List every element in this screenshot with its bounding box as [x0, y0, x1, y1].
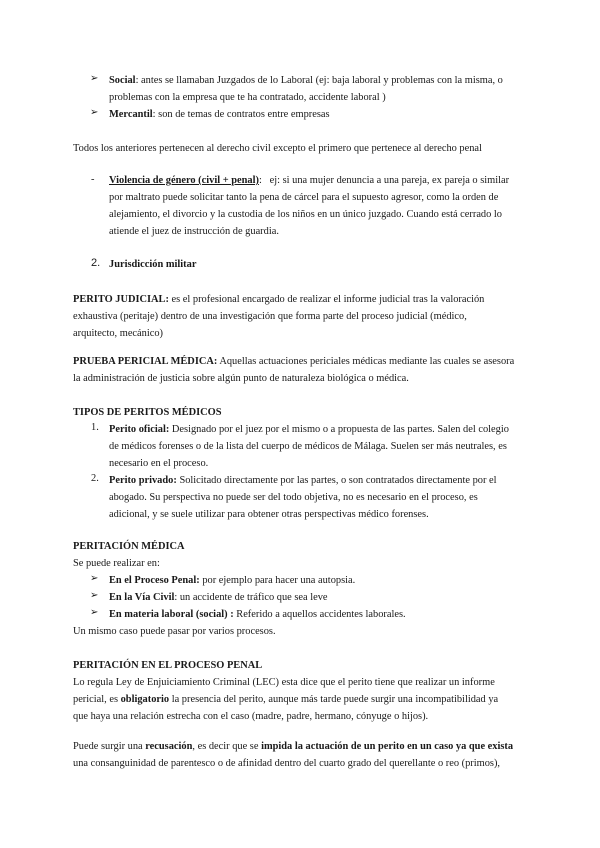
jurisdiccion-militar: Jurisdicción militar — [109, 259, 197, 270]
arrow-bullet-icon: ➢ — [90, 107, 99, 118]
list-number: 2. — [91, 257, 101, 269]
dash-marker: - — [91, 174, 95, 185]
peritacion-item: En la Vía Civil: un accidente de tráfico que sea leve — [109, 592, 328, 603]
civil-note: Todos los anteriores pertenecen al derecho civil excepto el primero que pertenece al derecho penal — [73, 143, 482, 154]
arrow-bullet-icon: ➢ — [90, 590, 99, 601]
arrow-bullet-icon: ➢ — [90, 607, 99, 618]
peritacion-item: En el Proceso Penal: por ejemplo para hacer una autopsia. — [109, 575, 356, 586]
prueba-pericial-paragraph: PRUEBA PERICIAL MÉDICA: Aquellas actuaciones periciales médicas mediante las cuales se asesora la administración de justicia sobre algún punto de naturaleza biológica o médica. — [73, 356, 515, 384]
violencia-term: Violencia de género (civil + penal) — [109, 175, 259, 186]
proceso-penal-heading: PERITACIÓN EN EL PROCESO PENAL — [73, 660, 263, 671]
peritacion-heading: PERITACIÓN MÉDICA — [73, 541, 185, 552]
bullet-social: Social: antes se llamaban Juzgados de lo Laboral (ej: baja laboral y problemas con la misma, o problemas con la empresa que te ha contratado, accidente laboral ) — [109, 75, 503, 103]
perito-oficial-item: Perito oficial: Designado por el juez por el mismo o a propuesta de las partes. Salen del colegio de médicos forenses o de la lista del cuerpo de médicos de Málaga. Suelen ser más neutrales, es necesario en el proceso. — [109, 424, 509, 469]
peritacion-item: En materia laboral (social) : Referido a aquellos accidentes laborales. — [109, 609, 406, 620]
perito-privado-item: Perito privado: Solicitado directamente por las partes, o son contratados directamente por el abogado. Su perspectiva no puede ser del todo objetiva, no es necesario en el proceso, es adicional, y se suele utilizar para obtener otras perspectivas médico forenses. — [109, 475, 497, 520]
arrow-bullet-icon: ➢ — [90, 73, 99, 84]
perito-judicial-paragraph: PERITO JUDICIAL: es el profesional encargado de realizar el informe judicial tras la valoración exhaustiva (peritaje) dentro de una investigación que forma parte del proceso judicial (médico, arquitecto, mecánico) — [73, 294, 485, 339]
list-number: 2. — [91, 473, 99, 484]
list-number: 1. — [91, 422, 99, 433]
violencia-genero: Violencia de género (civil + penal): ej: si una mujer denuncia a una pareja, ex pareja o similar por maltrato puede solicitar tanto la pena de cárcel para el supuesto agresor, como la orden de alejamiento, el divorcio y la custodia de los niños en un único juzgado. Cuando está cerrado lo atiende el juez de instrucción de guardia. — [109, 175, 510, 237]
recusacion-paragraph: Puede surgir una recusación, es decir que se impida la actuación de un perito en un caso ya que exista una consanguinidad de parentesco o de afinidad dentro del cuarto grado del querellante o reo (primos), — [73, 741, 514, 769]
proceso-penal-paragraph: Lo regula Ley de Enjuiciamiento Criminal (LEC) esta dice que el perito tiene que realizar un informe pericial, es obligatorio la presencia del perito, aunque más tarde puede surgir una incompatibilidad ya que haya una relación estrecha con el caso (madre, padre, hermano, cónyuge o hijos). — [73, 677, 499, 722]
peritacion-intro: Se puede realizar en: — [73, 558, 160, 569]
arrow-bullet-icon: ➢ — [90, 573, 99, 584]
peritacion-outro: Un mismo caso puede pasar por varios procesos. — [73, 626, 276, 637]
tipos-heading: TIPOS DE PERITOS MÉDICOS — [73, 407, 222, 418]
bullet-mercantil: Mercantil: son de temas de contratos entre empresas — [109, 109, 330, 120]
